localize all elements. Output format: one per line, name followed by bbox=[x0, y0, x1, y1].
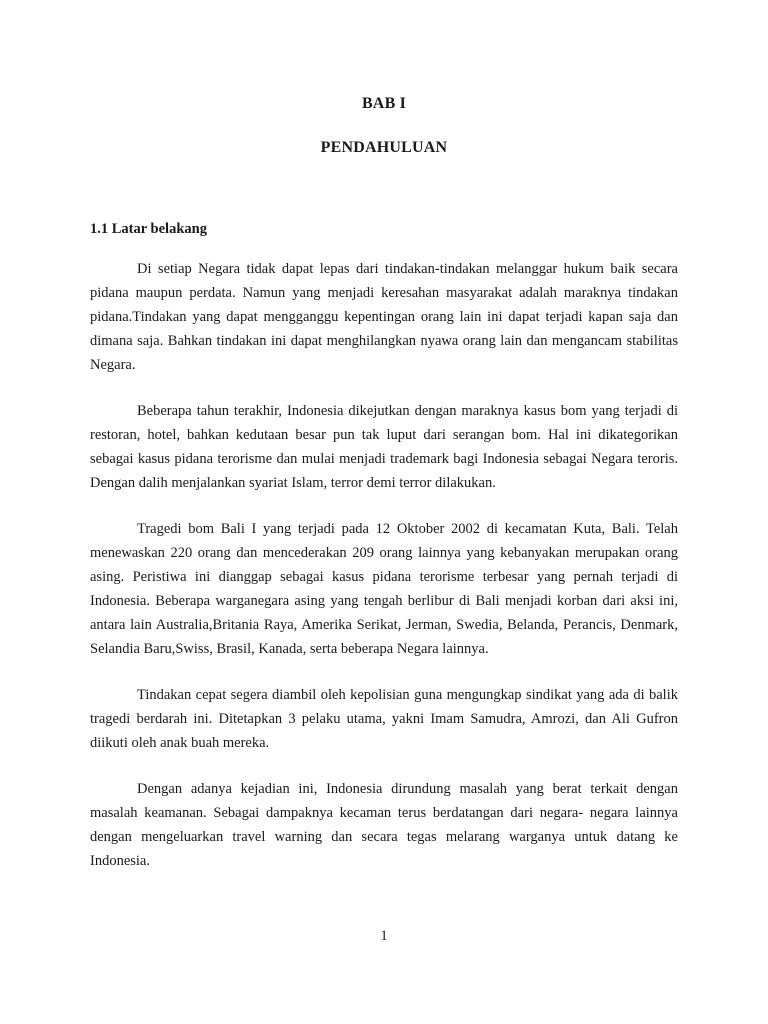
paragraph: Tragedi bom Bali I yang terjadi pada 12 Oktober 2002 di kecamatan Kuta, Bali. Telah menewaskan 220 orang dan mencederakan 209 orang lainnya yang kebanyakan merupakan orang asing. Peristiwa ini dianggap sebagai kasus pidana terorisme terbesar yang pernah terjadi di Indonesia. Beberapa warganegara asing yang tengah berlibur di Bali menjadi korban dari aksi ini, antara lain Australia,Britania Raya, Amerika Serikat, Jerman, Swedia, Belanda, Perancis, Denmark, Selandia Baru,Swiss, Brasil, Kanada, serta beberapa Negara lainnya. bbox=[90, 521, 678, 657]
paragraph: Beberapa tahun terakhir, Indonesia dikejutkan dengan maraknya kasus bom yang terjadi di restoran, hotel, bahkan kedutaan besar pun tak luput dari serangan bom. Hal ini dikategorikan sebagai kasus pidana terorisme dan mulai menjadi trademark bagi Indonesia sebagai Negara teroris. Dengan dalih menjalankan syariat Islam, terror demi terror dilakukan. bbox=[90, 403, 678, 491]
body-text bbox=[90, 257, 678, 895]
chapter-title: PENDAHULUAN bbox=[320, 139, 448, 156]
section-heading: 1.1 Latar belakang bbox=[90, 221, 207, 237]
paragraph: Tindakan cepat segera diambil oleh kepolisian guna mengungkap sindikat yang ada di balik tragedi berdarah ini. Ditetapkan 3 pelaku utama, yakni Imam Samudra, Amrozi, dan Ali Gufron diikuti oleh anak buah mereka. bbox=[90, 687, 678, 751]
paragraph: Di setiap Negara tidak dapat lepas dari tindakan-tindakan melanggar hukum baik secara pidana maupun perdata. Namun yang menjadi keresahan masyarakat adalah maraknya tindakan pidana.Tindakan yang dapat mengganggu kepentingan orang lain ini dapat terjadi kapan saja dan dimana saja. Bahkan tindakan ini dapat menghilangkan nyawa orang lain dan mengancam stabilitas Negara. bbox=[90, 261, 678, 373]
paragraph: Dengan adanya kejadian ini, Indonesia dirundung masalah yang berat terkait dengan masalah keamanan. Sebagai dampaknya kecaman terus berdatangan dari negara- negara lainnya dengan mengeluarkan travel warning dan secara tegas melarang warganya untuk datang ke Indonesia. bbox=[90, 781, 678, 869]
chapter-number: BAB I bbox=[361, 95, 407, 112]
page-number: 1 bbox=[380, 928, 388, 944]
